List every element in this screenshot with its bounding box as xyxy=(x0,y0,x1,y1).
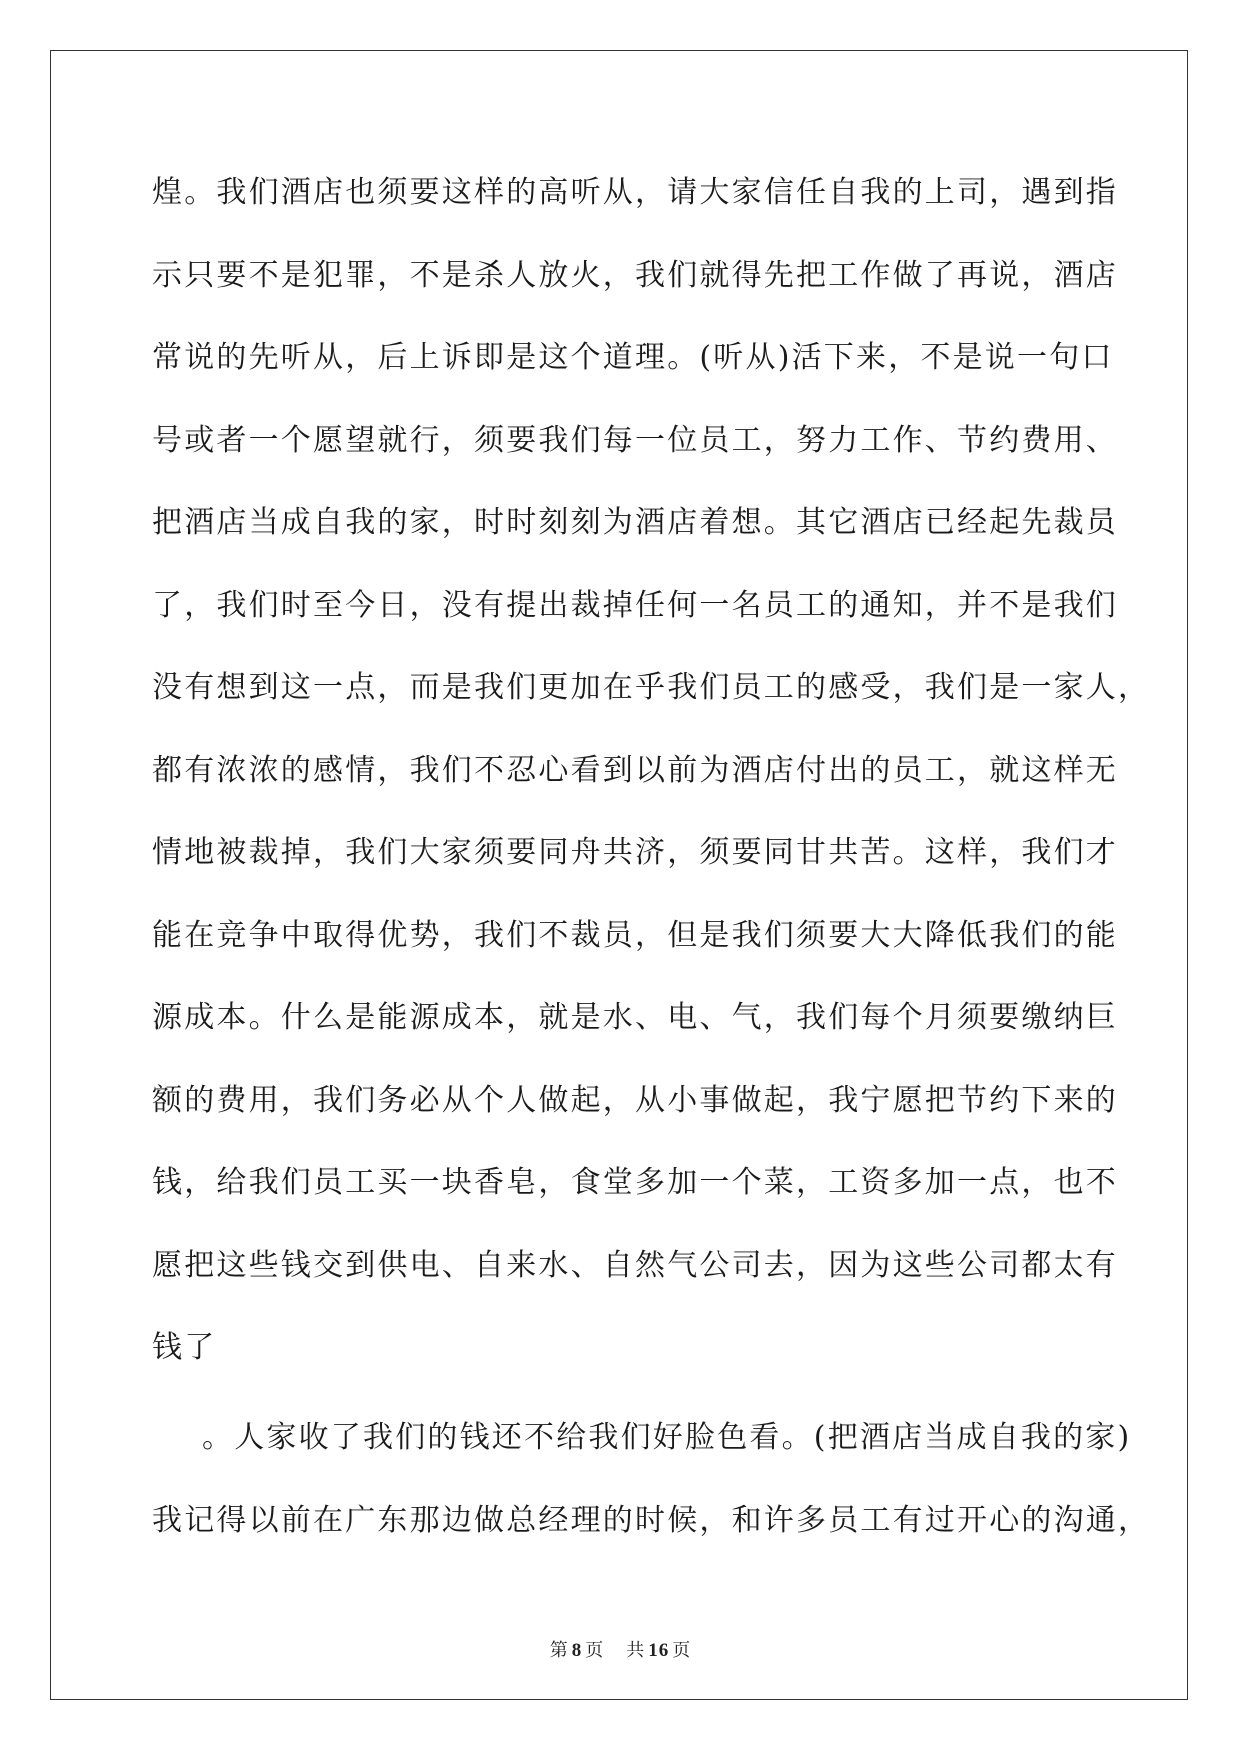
text-line: 示只要不是犯罪，不是杀人放火，我们就得先把工作做了再说，酒店 xyxy=(152,257,1118,293)
text-line: 我记得以前在广东那边做总经理的时候，和许多员工有过开心的沟通， xyxy=(152,1502,1151,1538)
text-line: 钱，给我们员工买一块香皂，食堂多加一个菜，工资多加一点，也不 xyxy=(152,1165,1118,1200)
text-line: 煌。我们酒店也须要这样的高听从，请大家信任自我的上司，遇到指 xyxy=(152,175,1118,210)
text-line: 都有浓浓的感情，我们不忍心看到以前为酒店付出的员工，就这样无 xyxy=(152,752,1118,788)
document-body xyxy=(152,152,1151,1562)
footer-page-unit: 页 xyxy=(585,1640,605,1661)
footer-prefix: 第 xyxy=(549,1640,569,1661)
text-line: 情地被裁掉，我们大家须要同舟共济，须要同甘共苦。这样，我们才 xyxy=(152,835,1118,870)
text-line: 常说的先听从，后上诉即是这个道理。(听从)活下来，不是说一句口 xyxy=(152,340,1114,375)
text-line: 了，我们时至今日，没有提出裁掉任何一名员工的通知，并不是我们 xyxy=(152,587,1118,623)
footer-page-number: 8 xyxy=(571,1640,583,1661)
text-line-indented: 。人家收了我们的钱还不给我们好脸色看。(把酒店当成自我的家) xyxy=(202,1420,1132,1455)
text-line: 钱了 xyxy=(152,1330,217,1365)
footer-total-prefix: 共 xyxy=(626,1640,646,1661)
text-line: 源成本。什么是能源成本，就是水、电、气，我们每个月须要缴纳巨 xyxy=(152,1000,1118,1035)
text-line: 愿把这些钱交到供电、自来水、自然气公司去，因为这些公司都太有 xyxy=(152,1247,1118,1283)
text-line: 把酒店当成自我的家，时时刻刻为酒店着想。其它酒店已经起先裁员 xyxy=(152,505,1118,540)
text-line: 额的费用，我们务必从个人做起，从小事做起，我宁愿把节约下来的 xyxy=(152,1082,1118,1118)
text-line: 没有想到这一点，而是我们更加在乎我们员工的感受，我们是一家人， xyxy=(152,670,1151,705)
page-footer xyxy=(0,1636,1241,1662)
footer-total-unit: 页 xyxy=(672,1640,692,1661)
text-line: 号或者一个愿望就行，须要我们每一位员工，努力工作、节约费用、 xyxy=(152,422,1118,458)
text-line: 能在竞争中取得优势，我们不裁员，但是我们须要大大降低我们的能 xyxy=(152,917,1118,953)
footer-total-pages: 16 xyxy=(648,1640,670,1661)
